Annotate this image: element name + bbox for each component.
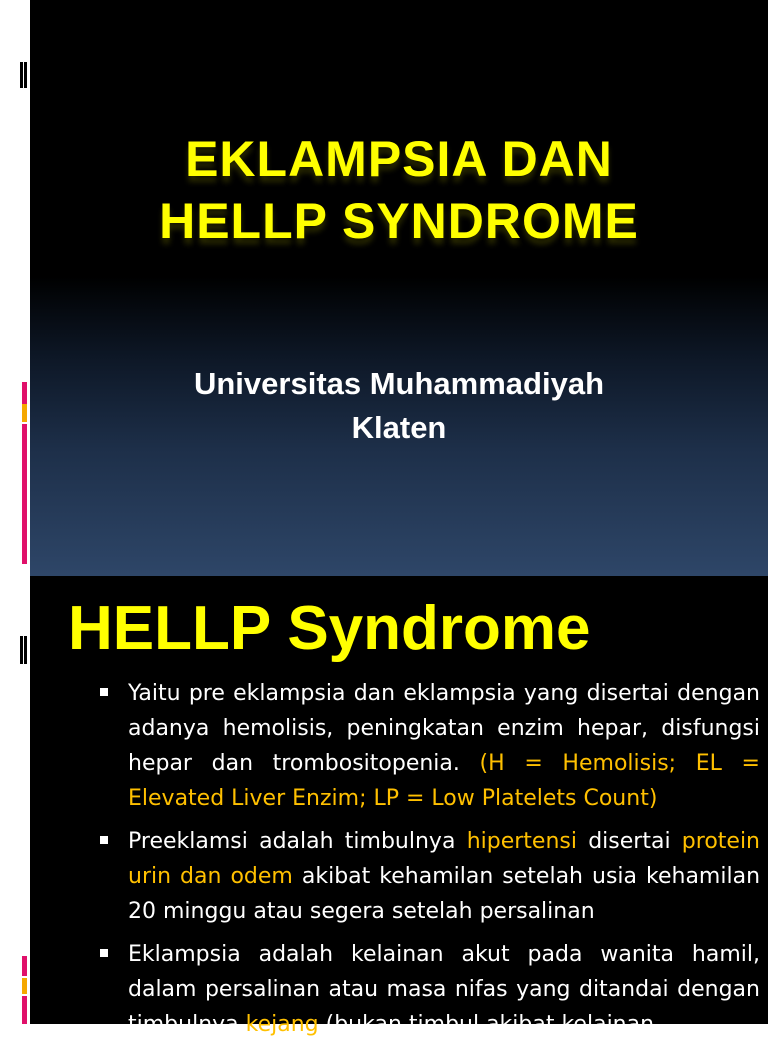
edge-mark bbox=[20, 62, 23, 88]
edge-mark bbox=[24, 636, 27, 664]
bullet-item bbox=[96, 824, 760, 929]
edge-mark-pink bbox=[22, 996, 27, 1024]
edge-mark-pink bbox=[22, 956, 27, 976]
bullet-text: Eklampsia adalah kelainan akut pada wanita hamil, dalam persalinan atau masa nifas yang ditandai dengan timbulnya bbox=[128, 942, 760, 1037]
bullet-text: akibat kehamilan setelah usia kehamilan 20 minggu atau segera setelah persalinan bbox=[128, 864, 761, 924]
slide-edge-strip bbox=[0, 0, 30, 1024]
content-slide-title: HELLP Syndrome bbox=[68, 594, 591, 663]
edge-mark bbox=[24, 62, 27, 88]
slide-title bbox=[30, 128, 768, 252]
edge-mark-orange bbox=[22, 404, 27, 422]
highlighted-text: protein urin dan odem bbox=[128, 829, 760, 889]
highlighted-text: (H = Hemolisis; EL = Elevated Liver Enzim; LP = Low Platelets Count) bbox=[128, 751, 760, 811]
title-slide bbox=[30, 0, 768, 576]
edge-mark-pink bbox=[22, 382, 27, 404]
edge-mark bbox=[20, 636, 23, 664]
bullet-item bbox=[96, 676, 760, 816]
highlighted-text: kejang bbox=[245, 1012, 319, 1037]
edge-mark-pink bbox=[22, 424, 27, 564]
bullet-item bbox=[96, 937, 760, 1042]
subtitle-line: Universitas Muhammadiyah bbox=[193, 366, 605, 401]
bullet-text: disertai bbox=[576, 829, 682, 854]
edge-mark-orange bbox=[22, 978, 27, 994]
bullet-text: Yaitu pre eklampsia dan eklampsia yang disertai dengan adanya hemolisis, peningkatan enzim hepar, disfungsi hepar dan trombositopenia. bbox=[128, 681, 760, 776]
bullet-text: Preeklamsi adalah timbulnya bbox=[128, 829, 467, 854]
slide-title-line: EKLAMPSIA DAN bbox=[185, 131, 613, 187]
bullet-text: (bukan timbul akibat kelainan bbox=[318, 1012, 655, 1037]
highlighted-text: hipertensi bbox=[466, 829, 577, 854]
slide-title-line: HELLP SYNDROME bbox=[159, 193, 639, 249]
slide-subtitle bbox=[30, 362, 768, 450]
subtitle-line: Klaten bbox=[351, 410, 447, 445]
bullet-list bbox=[96, 676, 760, 1050]
